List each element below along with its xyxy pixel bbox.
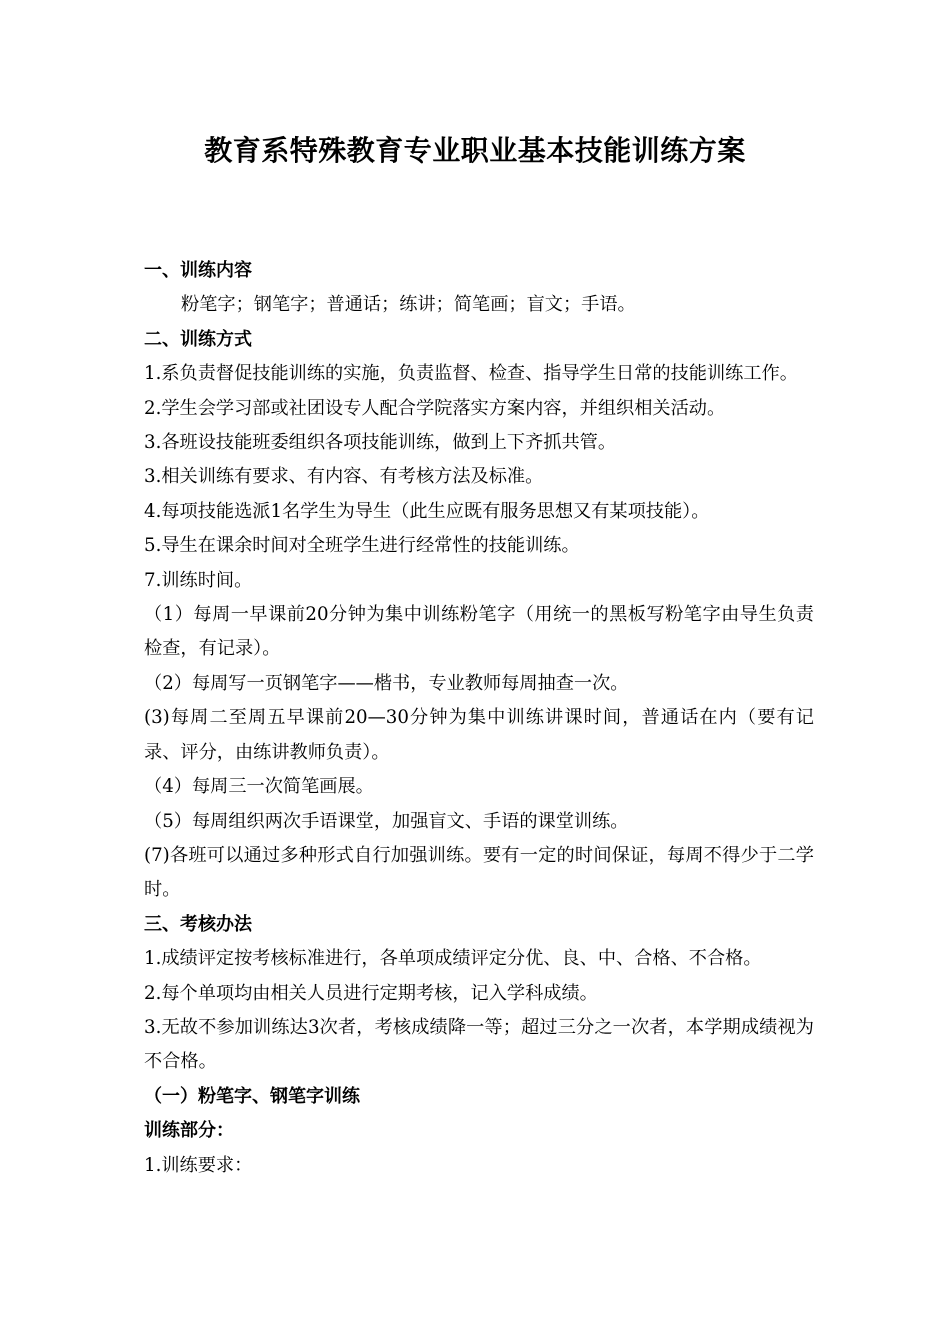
- method-item: 3.相关训练有要求、有内容、有考核方法及标准。: [144, 466, 544, 488]
- requirement-item: 1.训练要求：: [144, 1154, 253, 1176]
- document-title: 教育系特殊教育专业职业基本技能训练方案: [204, 134, 746, 167]
- content-list: 粉笔字；钢笔字；普通话；练讲；简笔画；盲文；手语。: [181, 294, 636, 316]
- subsection-heading: （一）粉笔字、钢笔字训练: [144, 1085, 360, 1107]
- section-heading-method: 二、训练方式: [144, 328, 252, 350]
- section-heading-content: 一、训练内容: [144, 260, 252, 281]
- schedule-item: （2）每周写一页钢笔字——楷书，专业教师每周抽查一次。: [144, 672, 629, 694]
- schedule-item: (3)每周二至周五早课前20—30分钟为集中训练讲课时间，普通话在内（要有记录、评分，由练讲教师负责）。: [144, 707, 814, 763]
- schedule-item: （1）每周一早课前20分钟为集中训练粉笔字（用统一的黑板写粉笔字由导生负责检查，有记录）。: [144, 604, 814, 660]
- part-heading: 训练部分：: [144, 1120, 234, 1142]
- method-item: 5.导生在课余时间对全班学生进行经常性的技能训练。: [144, 535, 580, 557]
- schedule-item: （5）每周组织两次手语课堂，加强盲文、手语的课堂训练。: [144, 810, 629, 832]
- method-item: 4.每项技能选派1名学生为导生（此生应既有服务思想又有某项技能）。: [144, 500, 710, 522]
- section-heading-assessment: 三、考核办法: [144, 913, 252, 935]
- method-item: 3.各班设技能班委组织各项技能训练，做到上下齐抓共管。: [144, 432, 617, 454]
- document-body: [144, 254, 814, 1183]
- schedule-item: （4）每周三一次简笔画展。: [144, 776, 374, 798]
- assessment-item: 1.成绩评定按考核标准进行，各单项成绩评定分优、良、中、合格、不合格。: [144, 948, 762, 970]
- schedule-item: (7)各班可以通过多种形式自行加强训练。要有一定的时间保证，每周不得少于二学时。: [144, 844, 814, 901]
- assessment-item: 3.无故不参加训练达3次者，考核成绩降一等；超过三分之一次者，本学期成绩视为不合格。: [144, 1016, 814, 1073]
- method-item: 1.系负责督促技能训练的实施，负责监督、检查、指导学生日常的技能训练工作。: [144, 363, 798, 385]
- method-item: 7.训练时间。: [144, 569, 253, 591]
- assessment-item: 2.每个单项均由相关人员进行定期考核，记入学科成绩。: [144, 982, 598, 1004]
- method-item: 2.学生会学习部或社团设专人配合学院落实方案内容，并组织相关活动。: [144, 397, 726, 419]
